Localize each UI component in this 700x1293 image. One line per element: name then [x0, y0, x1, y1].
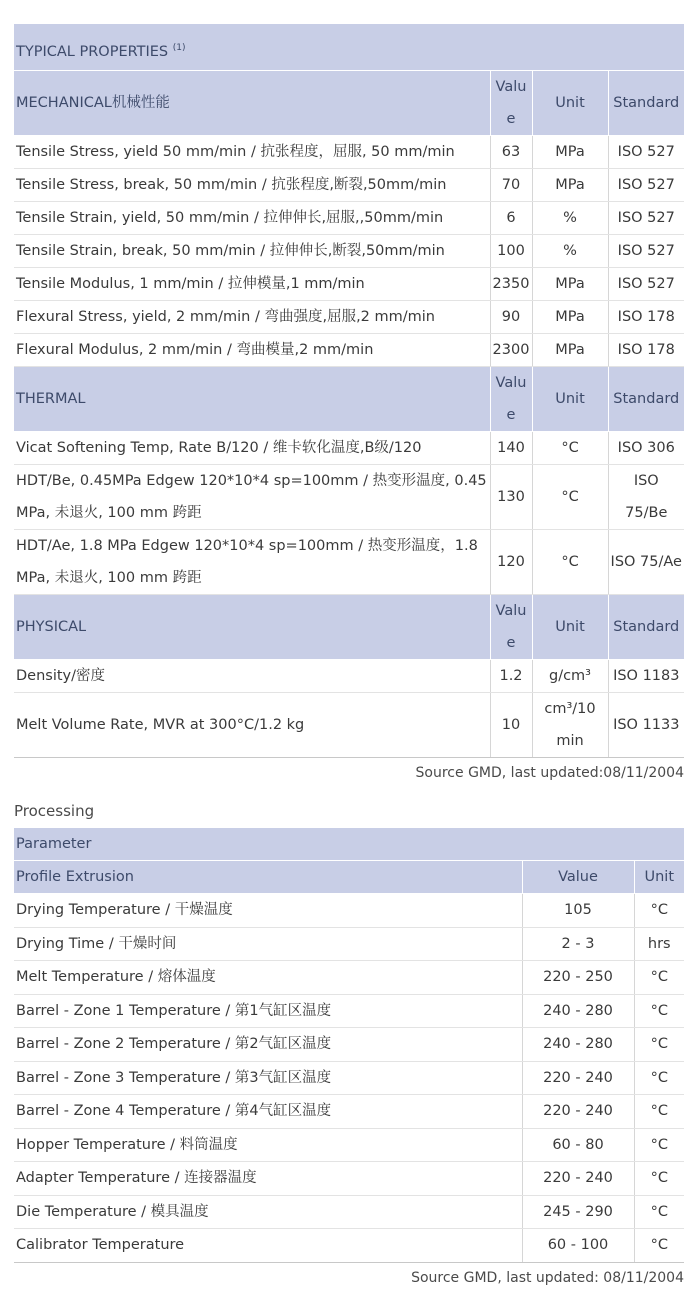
property-name: Flexural Modulus, 2 mm/min / 弯曲模量,2 mm/min — [14, 334, 490, 367]
parameter-header-row — [14, 828, 684, 861]
property-row — [14, 235, 684, 268]
processing-row — [14, 894, 684, 928]
processing-row — [14, 1028, 684, 1062]
property-value: 63 — [490, 136, 532, 169]
parameter-value: 220 - 250 — [522, 961, 634, 995]
property-name: Tensile Modulus, 1 mm/min / 拉伸模量,1 mm/min — [14, 268, 490, 301]
property-name: Tensile Stress, yield 50 mm/min / 抗张程度，屈服, 50 mm/min — [14, 136, 490, 169]
property-unit: °C — [532, 432, 608, 465]
unit-header: Unit — [532, 367, 608, 432]
parameter-value: 2 - 3 — [522, 927, 634, 961]
property-name: Tensile Strain, yield, 50 mm/min / 拉伸伸长,屈服,,50mm/min — [14, 202, 490, 235]
property-row — [14, 202, 684, 235]
parameter-unit: °C — [634, 1095, 684, 1129]
property-row — [14, 268, 684, 301]
parameter-unit: °C — [634, 1028, 684, 1062]
value-header: Value — [490, 367, 532, 432]
property-unit: MPa — [532, 136, 608, 169]
unit-header: Unit — [634, 861, 684, 894]
parameter-unit: °C — [634, 1061, 684, 1095]
processing-row — [14, 1195, 684, 1229]
property-standard: ISO 1183 — [608, 660, 684, 693]
property-standard: ISO 527 — [608, 268, 684, 301]
property-unit: % — [532, 202, 608, 235]
parameter-header: Parameter — [14, 828, 684, 861]
property-unit: °C — [532, 465, 608, 530]
parameter-name: Barrel - Zone 3 Temperature / 第3气缸区温度 — [14, 1061, 522, 1095]
value-header: Value — [490, 71, 532, 136]
property-value: 120 — [490, 530, 532, 595]
property-standard: ISO 1133 — [608, 693, 684, 758]
standard-header: Standard — [608, 71, 684, 136]
property-value: 2300 — [490, 334, 532, 367]
parameter-value: 60 - 100 — [522, 1229, 634, 1263]
property-name: HDT/Be, 0.45MPa Edgew 120*10*4 sp=100mm / 热变形温度, 0.45 MPa, 未退火, 100 mm 跨距 — [14, 465, 490, 530]
property-standard: ISO 75/Ae — [608, 530, 684, 595]
property-name: HDT/Ae, 1.8 MPa Edgew 120*10*4 sp=100mm / 热变形温度，1.8 MPa, 未退火, 100 mm 跨距 — [14, 530, 490, 595]
property-row — [14, 432, 684, 465]
property-unit: MPa — [532, 334, 608, 367]
parameter-unit: hrs — [634, 927, 684, 961]
property-row — [14, 169, 684, 202]
parameter-value: 240 - 280 — [522, 1028, 634, 1062]
processing-table — [14, 828, 684, 1263]
parameter-unit: °C — [634, 1128, 684, 1162]
parameter-value: 220 - 240 — [522, 1162, 634, 1196]
property-name: Tensile Strain, break, 50 mm/min / 拉伸伸长,断裂,50mm/min — [14, 235, 490, 268]
parameter-unit: °C — [634, 894, 684, 928]
property-unit: MPa — [532, 268, 608, 301]
property-unit: g/cm³ — [532, 660, 608, 693]
parameter-value: 105 — [522, 894, 634, 928]
processing-row — [14, 1128, 684, 1162]
property-standard: ISO 75/Be — [608, 465, 684, 530]
property-value: 90 — [490, 301, 532, 334]
property-name: Vicat Softening Temp, Rate B/120 / 维卡软化温度,B级/120 — [14, 432, 490, 465]
property-standard: ISO 306 — [608, 432, 684, 465]
processing-row — [14, 927, 684, 961]
parameter-name: Adapter Temperature / 连接器温度 — [14, 1162, 522, 1196]
property-standard: ISO 527 — [608, 136, 684, 169]
processing-row — [14, 961, 684, 995]
method-header: Profile Extrusion — [14, 861, 522, 894]
property-name: Density/密度 — [14, 660, 490, 693]
section-header-row — [14, 595, 684, 660]
section-header-row — [14, 71, 684, 136]
typical-properties-title: TYPICAL PROPERTIES $^{(1)}$ — [14, 24, 684, 71]
parameter-unit: °C — [634, 1229, 684, 1263]
property-standard: ISO 178 — [608, 301, 684, 334]
processing-row — [14, 1162, 684, 1196]
typical-properties-header — [14, 24, 684, 71]
property-unit: MPa — [532, 169, 608, 202]
parameter-name: Barrel - Zone 2 Temperature / 第2气缸区温度 — [14, 1028, 522, 1062]
parameter-name: Barrel - Zone 1 Temperature / 第1气缸区温度 — [14, 994, 522, 1028]
processing-row — [14, 1229, 684, 1263]
property-name: Melt Volume Rate, MVR at 300°C/1.2 kg — [14, 693, 490, 758]
property-name: Flexural Stress, yield, 2 mm/min / 弯曲强度,屈服,2 mm/min — [14, 301, 490, 334]
parameter-unit: °C — [634, 1195, 684, 1229]
parameter-name: Drying Temperature / 干燥温度 — [14, 894, 522, 928]
property-value: 100 — [490, 235, 532, 268]
section-name: THERMAL — [14, 367, 490, 432]
property-unit: MPa — [532, 301, 608, 334]
profile-extrusion-header-row — [14, 861, 684, 894]
standard-header: Standard — [608, 367, 684, 432]
section-name: PHYSICAL — [14, 595, 490, 660]
datasheet — [14, 24, 684, 1293]
parameter-value: 245 - 290 — [522, 1195, 634, 1229]
parameter-name: Melt Temperature / 熔体温度 — [14, 961, 522, 995]
parameter-value: 60 - 80 — [522, 1128, 634, 1162]
property-row — [14, 334, 684, 367]
property-unit: % — [532, 235, 608, 268]
processing-source-note: Source GMD, last updated: 08/11/2004 — [411, 1269, 684, 1286]
property-value: 1.2 — [490, 660, 532, 693]
property-name: Tensile Stress, break, 50 mm/min / 抗张程度,断裂,50mm/min — [14, 169, 490, 202]
property-row — [14, 136, 684, 169]
property-value: 140 — [490, 432, 532, 465]
property-standard: ISO 527 — [608, 235, 684, 268]
parameter-unit: °C — [634, 961, 684, 995]
property-unit: °C — [532, 530, 608, 595]
property-row — [14, 693, 684, 758]
typical-properties-table — [14, 24, 684, 758]
property-standard: ISO 527 — [608, 202, 684, 235]
footnote-marker: (1) — [172, 43, 186, 54]
property-value: 10 — [490, 693, 532, 758]
parameter-name: Drying Time / 干燥时间 — [14, 927, 522, 961]
property-value: 6 — [490, 202, 532, 235]
standard-header: Standard — [608, 595, 684, 660]
property-standard: ISO 178 — [608, 334, 684, 367]
property-row — [14, 465, 684, 530]
property-unit: cm³/10 min — [532, 693, 608, 758]
property-row — [14, 530, 684, 595]
property-standard: ISO 527 — [608, 169, 684, 202]
property-row — [14, 301, 684, 334]
source-note: Source GMD, last updated:08/11/2004 — [415, 765, 684, 781]
value-header: Value — [490, 595, 532, 660]
property-value: 70 — [490, 169, 532, 202]
parameter-name: Die Temperature / 模具温度 — [14, 1195, 522, 1229]
parameter-value: 220 - 240 — [522, 1061, 634, 1095]
section-header-row — [14, 367, 684, 432]
parameter-name: Barrel - Zone 4 Temperature / 第4气缸区温度 — [14, 1095, 522, 1129]
processing-row — [14, 994, 684, 1028]
unit-header: Unit — [532, 71, 608, 136]
parameter-name: Hopper Temperature / 料筒温度 — [14, 1128, 522, 1162]
property-value: 130 — [490, 465, 532, 530]
parameter-value: 220 - 240 — [522, 1095, 634, 1129]
unit-header: Unit — [532, 595, 608, 660]
value-header: Value — [522, 861, 634, 894]
parameter-unit: °C — [634, 1162, 684, 1196]
property-row — [14, 660, 684, 693]
parameter-value: 240 - 280 — [522, 994, 634, 1028]
processing-label: Processing — [14, 802, 95, 820]
property-value: 2350 — [490, 268, 532, 301]
parameter-name: Calibrator Temperature — [14, 1229, 522, 1263]
parameter-unit: °C — [634, 994, 684, 1028]
processing-row — [14, 1095, 684, 1129]
processing-row — [14, 1061, 684, 1095]
section-name: MECHANICAL机械性能 — [14, 71, 490, 136]
